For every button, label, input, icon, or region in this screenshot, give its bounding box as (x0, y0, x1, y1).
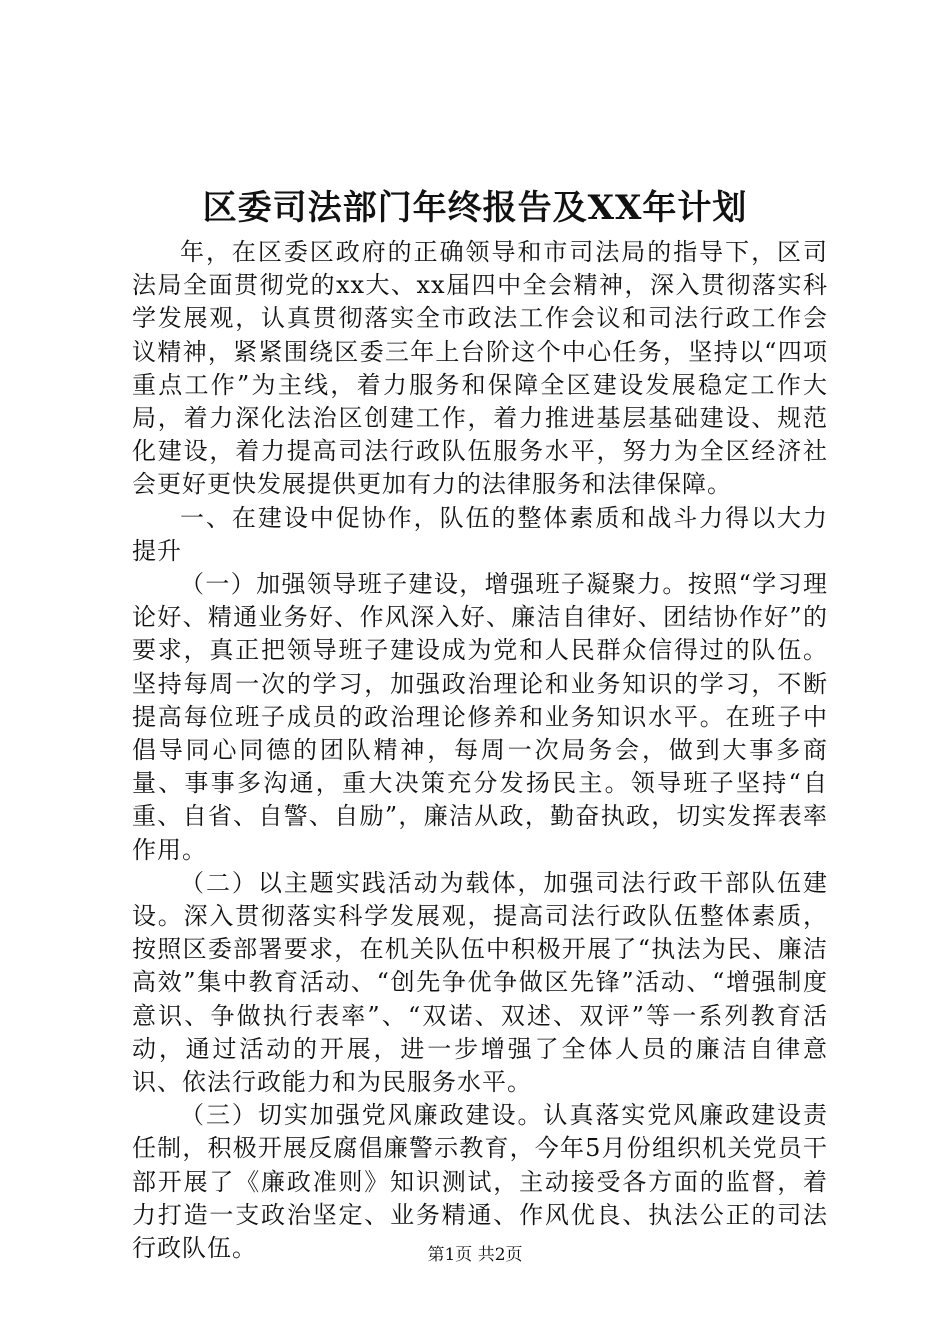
paragraph-integrity: （三）切实加强党风廉政建设。认真落实党风廉政建设责任制，积极开展反腐倡廉警示教育，今年5月份组织机关党员干部开展了《廉政准则》知识测试，主动接受各方面的监督，着力打造一支政治坚定、业务精通、作风优良、执法公正的司法行政队伍。 (132, 1101, 828, 1263)
page-number-footer: 第1页 共2页 (427, 1245, 523, 1265)
section-heading-1: 一、在建设中促协作，队伍的整体素质和战斗力得以大力提升 (132, 503, 828, 565)
document-body (132, 236, 828, 1265)
paragraph-team-building: （二）以主题实践活动为载体，加强司法行政干部队伍建设。深入贯彻落实科学发展观，提高司法行政队伍整体素质，按照区委部署要求，在机关队伍中积极开展了“执法为民、廉洁高效”集中教育活动、“创先争优争做区先锋”活动、“增强制度意识、争做执行表率”、“双诺、双述、双评”等一系列教育活动，通过活动的开展，进一步增强了全体人员的廉洁自律意识、依法行政能力和为民服务水平。 (132, 868, 828, 1097)
paragraph-leadership: （一）加强领导班子建设，增强班子凝聚力。按照“学习理论好、精通业务好、作风深入好、廉洁自律好、团结协作好”的要求，真正把领导班子建设成为党和人民群众信得过的队伍。坚持每周一次的学习，加强政治理论和业务知识的学习，不断提高每位班子成员的政治理论修养和业务知识水平。在班子中倡导同心同德的团队精神，每周一次局务会，做到大事多商量、事事多沟通，重大决策充分发扬民主。领导班子坚持“自重、自省、自警、自励”，廉洁从政，勤奋执政，切实发挥表率作用。 (132, 570, 828, 864)
paragraph-intro: 年，在区委区政府的正确领导和市司法局的指导下，区司法局全面贯彻党的xx大、xx届四中全会精神，深入贯彻落实科学发展观，认真贯彻落实全市政法工作会议和司法行政工作会议精神，紧紧围绕区委三年上台阶这个中心任务，坚持以“四项重点工作”为主线，着力服务和保障全区建设发展稳定工作大局，着力深化法治区创建工作，着力推进基层基础建设、规范化建设，着力提高司法行政队伍服务水平，努力为全区经济社会更好更快发展提供更加有力的法律服务和法律保障。 (132, 238, 828, 499)
document-title: 区委司法部门年终报告及XX年计划 (202, 188, 748, 228)
